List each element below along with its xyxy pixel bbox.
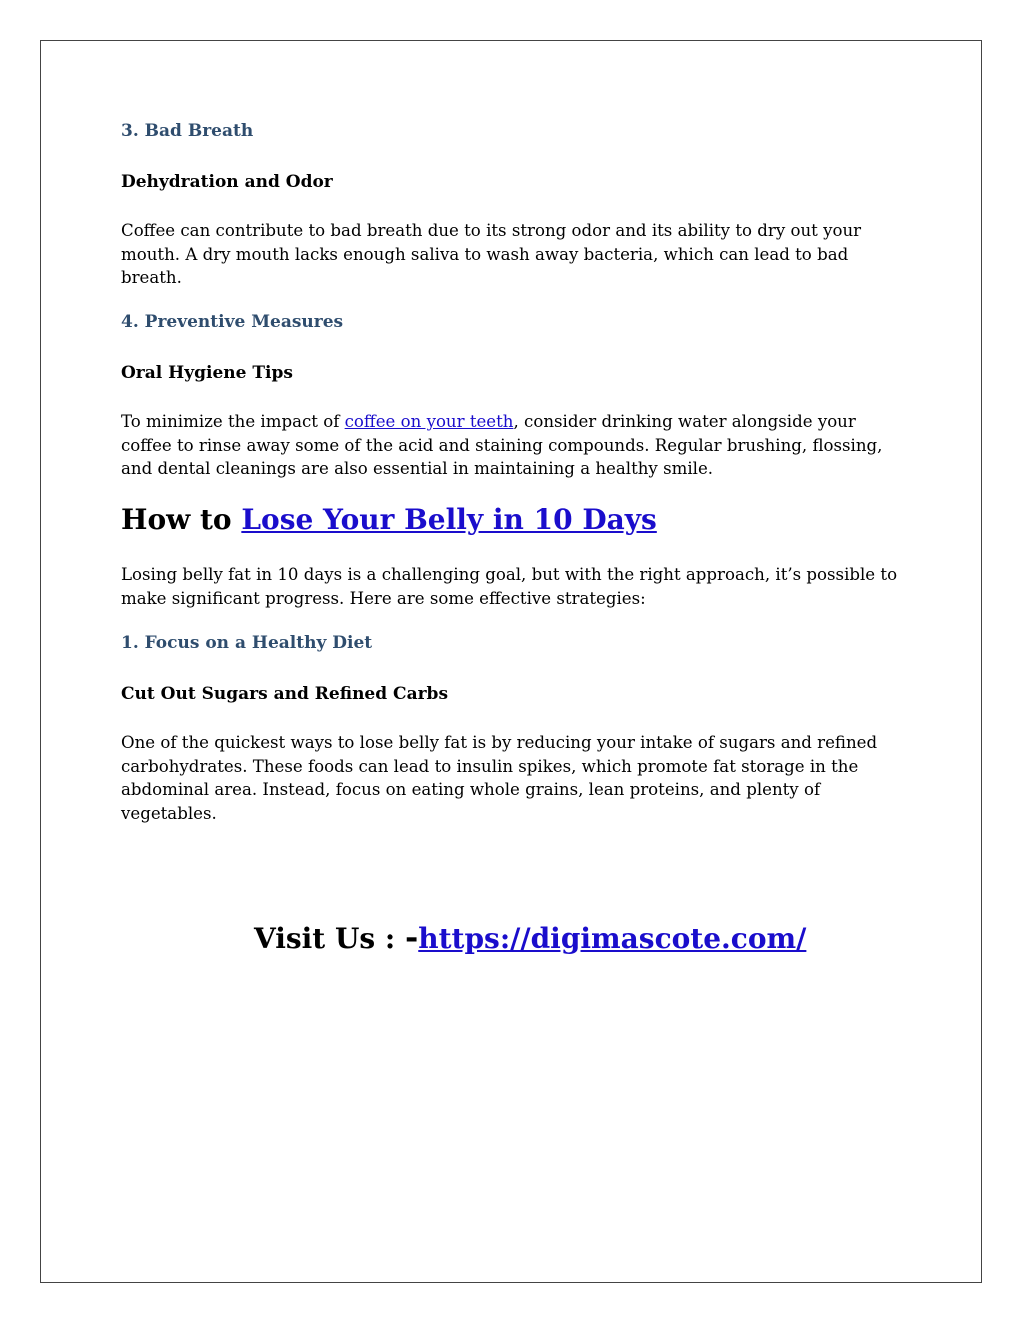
lose-belly-link[interactable]: Lose Your Belly in 10 Days [241, 503, 657, 536]
text-line: coffee to rinse away some of the acid and staining compounds. Regular brushing, flossing, [121, 435, 883, 455]
paragraph-oral-hygiene [121, 410, 911, 481]
text-fragment: To minimize the impact of [121, 412, 345, 431]
text-line: breath. [121, 268, 182, 287]
heading-bad-breath: 3. Bad Breath [121, 121, 254, 141]
text-line: make significant progress. Here are some effective strategies: [121, 588, 646, 608]
text-fragment: , consider drinking water alongside your [513, 412, 856, 431]
text-line: and dental cleanings are also essential in maintaining a healthy smile. [121, 459, 714, 478]
visit-dash: - [404, 918, 419, 956]
heading-preventive-measures: 4. Preventive Measures [121, 312, 344, 332]
visit-label: Visit Us : [254, 922, 405, 955]
visit-us-footer [254, 918, 806, 956]
text-line: One of the quickest ways to lose belly fat is by reducing your intake of sugars and refined [121, 733, 878, 752]
text-line: abdominal area. Instead, focus on eating whole grains, lean proteins, and plenty of [121, 780, 821, 799]
paragraph-belly-intro [121, 563, 911, 610]
subheading-cut-sugars: Cut Out Sugars and Refined Carbs [121, 684, 449, 704]
subheading-dehydration-odor: Dehydration and Odor [121, 172, 333, 192]
paragraph-bad-breath [121, 219, 911, 290]
heading-healthy-diet: 1. Focus on a Healthy Diet [121, 633, 373, 653]
text-line [121, 410, 911, 434]
coffee-on-teeth-link[interactable]: coffee on your teeth [344, 412, 514, 431]
heading-prefix: How to [121, 503, 242, 536]
text-line: mouth. A dry mouth lacks enough saliva to wash away bacteria, which can lead to bad [121, 244, 849, 264]
text-line: Coffee can contribute to bad breath due to its strong odor and its ability to dry out your [121, 221, 862, 240]
text-line: Losing belly fat in 10 days is a challenging goal, but with the right approach, it’s possible to [121, 565, 898, 584]
website-link[interactable]: https://digimascote.com/ [418, 922, 807, 955]
text-line: vegetables. [121, 803, 217, 823]
subheading-oral-hygiene-tips: Oral Hygiene Tips [121, 363, 293, 383]
heading-lose-belly [121, 503, 657, 536]
paragraph-cut-sugars [121, 731, 911, 825]
text-line: carbohydrates. These foods can lead to insulin spikes, which promote fat storage in the [121, 756, 859, 776]
